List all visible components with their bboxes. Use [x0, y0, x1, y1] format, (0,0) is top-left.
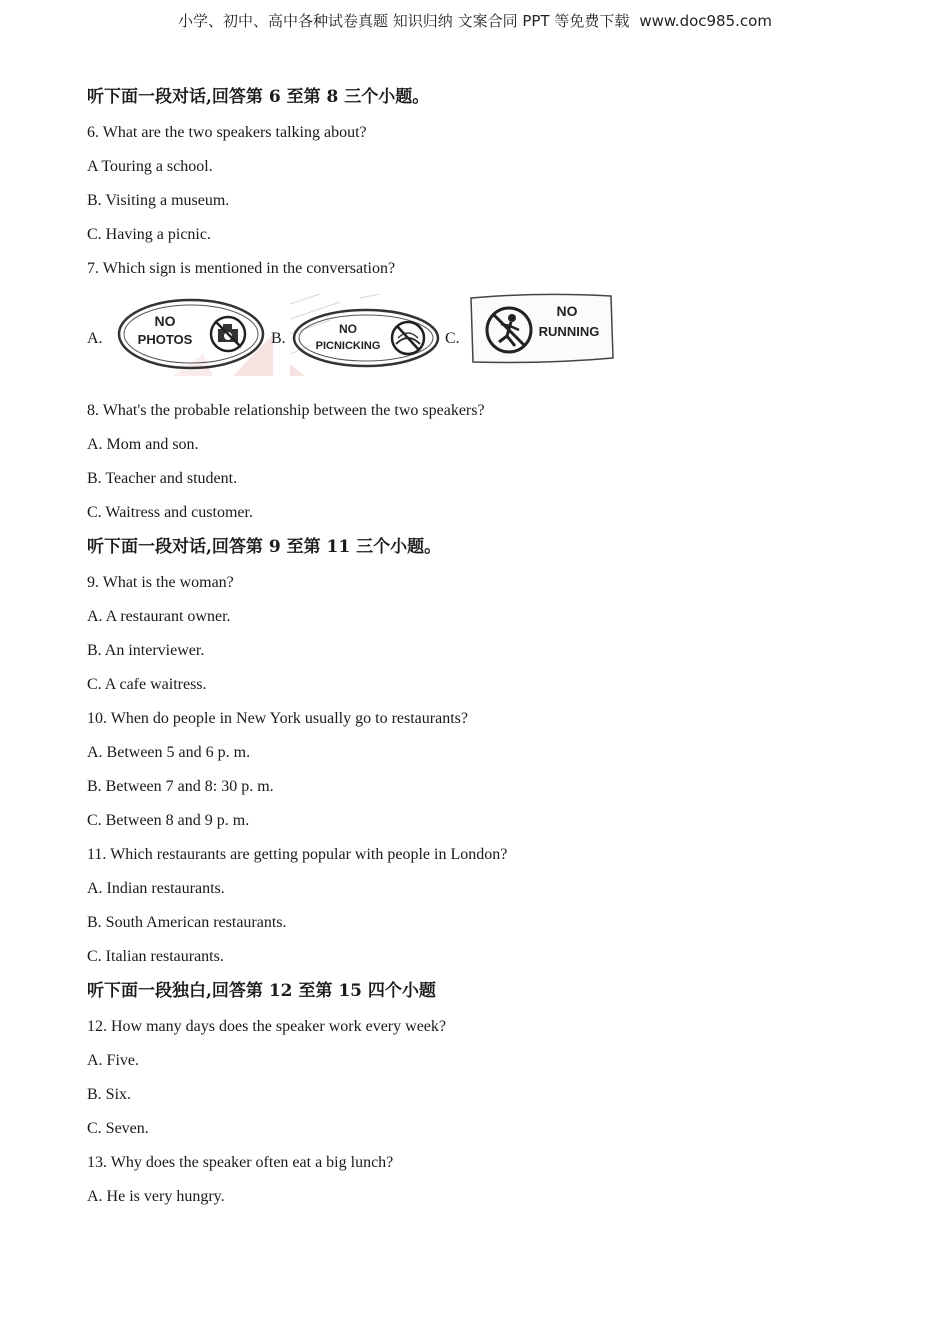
q13-option-a: A. He is very hungry.	[87, 1188, 225, 1205]
q10-option-a: A. Between 5 and 6 p. m.	[87, 744, 251, 761]
q8-option-a: A. Mom and son.	[87, 436, 199, 453]
no-running-sign	[467, 290, 617, 375]
q7-label-a: A.	[87, 330, 103, 347]
q11-option-c: C. Italian restaurants.	[87, 948, 224, 965]
question-6: 6. What are the two speakers talking about?	[87, 124, 367, 141]
sign-a-line2: PHOTOS	[137, 332, 193, 347]
sign-b-line1: NO	[339, 322, 357, 336]
q7-label-c: C.	[445, 330, 460, 347]
q9-option-a: A. A restaurant owner.	[87, 608, 231, 625]
q8-option-b: B. Teacher and student.	[87, 470, 238, 487]
question-7: 7. Which sign is mentioned in the conversation?	[87, 260, 396, 277]
q9-option-b: B. An interviewer.	[87, 642, 205, 659]
q6-option-c: C. Having a picnic.	[87, 226, 211, 243]
q7-label-b: B.	[271, 330, 286, 347]
section-heading-6-8: 听下面一段对话,回答第 6 至第 8 三个小题。	[87, 87, 430, 107]
question-13: 13. Why does the speaker often eat a big lunch?	[87, 1154, 394, 1171]
q12-option-a: A. Five.	[87, 1052, 139, 1069]
exam-content	[87, 84, 867, 1218]
question-10: 10. When do people in New York usually go to restaurants?	[87, 710, 468, 727]
q7-sign-options	[87, 290, 867, 398]
question-12: 12. How many days does the speaker work every week?	[87, 1018, 446, 1035]
q9-option-c: C. A cafe waitress.	[87, 676, 207, 693]
q6-option-a: A Touring a school.	[87, 158, 213, 175]
question-11: 11. Which restaurants are getting popular with people in London?	[87, 846, 508, 863]
q11-option-b: B. South American restaurants.	[87, 914, 287, 931]
q11-option-a: A. Indian restaurants.	[87, 880, 225, 897]
header-url[interactable]: www.doc985.com	[639, 12, 772, 30]
section-heading-12-15: 听下面一段独白,回答第 12 至第 15 四个小题	[87, 981, 436, 1001]
no-picnicking-sign	[290, 294, 442, 381]
question-9: 9. What is the woman?	[87, 574, 234, 591]
q12-option-b: B. Six.	[87, 1086, 132, 1103]
q12-option-c: C. Seven.	[87, 1120, 149, 1137]
q10-option-b: B. Between 7 and 8: 30 p. m.	[87, 778, 274, 795]
sign-b-line2: PICNICKING	[315, 340, 381, 352]
question-8: 8. What's the probable relationship between the two speakers?	[87, 402, 485, 419]
page-header	[0, 10, 950, 31]
sign-c-line1: NO	[556, 303, 578, 319]
sign-c-line2: RUNNING	[538, 324, 600, 339]
section-heading-9-11: 听下面一段对话,回答第 9 至第 11 三个小题。	[87, 537, 442, 557]
q8-option-c: C. Waitress and customer.	[87, 504, 253, 521]
no-photos-sign	[113, 294, 273, 381]
q10-option-c: C. Between 8 and 9 p. m.	[87, 812, 250, 829]
sign-a-line1: NO	[154, 313, 176, 329]
header-title: 小学、初中、高中各种试卷真题 知识归纳 文案合同 PPT 等免费下载	[178, 12, 630, 30]
q6-option-b: B. Visiting a museum.	[87, 192, 230, 209]
